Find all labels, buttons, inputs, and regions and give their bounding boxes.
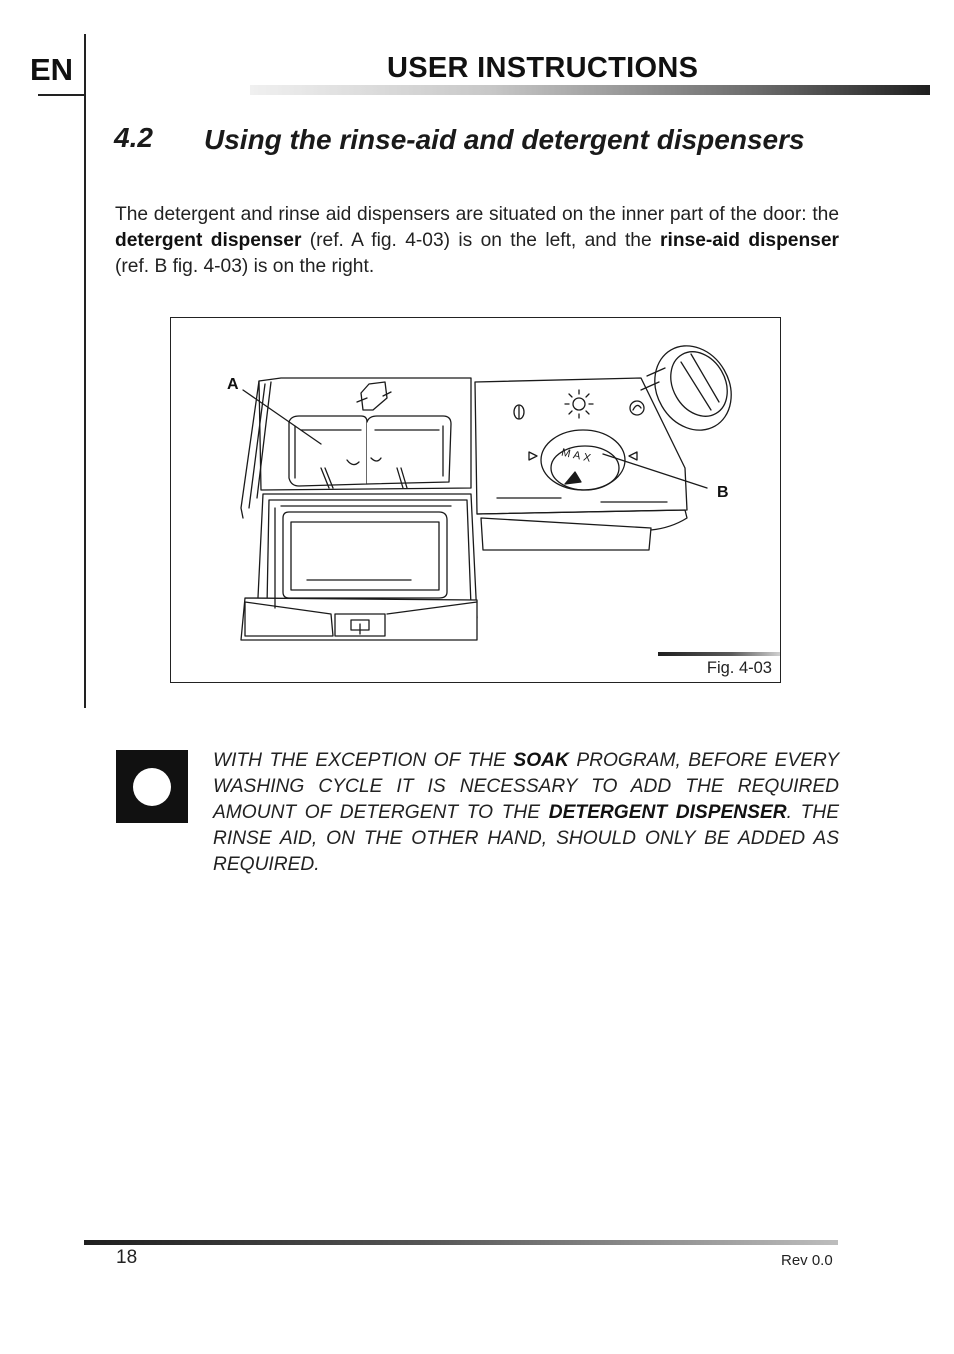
header-title: USER INSTRUCTIONS	[387, 52, 699, 84]
callout-label-a: A	[227, 376, 239, 393]
section-title: Using the rinse-aid and detergent dispensers	[204, 124, 805, 155]
intro-text: The detergent and rinse aid dispensers are situated on the inner part of the door: the	[115, 204, 839, 225]
margin-vertical-rule	[84, 34, 86, 708]
note-paragraph	[213, 748, 839, 878]
note-text: PROGRAM, BEFORE EVERY WASHING CYCLE IT IS NECESSARY TO ADD THE REQUIRED AMOUNT OF DETERGENT TO THE	[213, 750, 839, 823]
dial-max-label: MAX	[560, 446, 595, 466]
detergent-dispenser-drawing	[241, 378, 477, 640]
dispenser-illustration	[171, 318, 782, 684]
info-dot	[133, 768, 171, 806]
intro-bold-detergent-dispenser: detergent dispenser	[115, 230, 302, 251]
figure-4-03	[170, 317, 781, 683]
figure-caption-bar	[658, 652, 780, 656]
callout-label-b: B	[717, 484, 729, 501]
intro-text: (ref. A fig. 4-03) is on the left, and the	[301, 230, 661, 251]
revision-label: Rev 0.0	[781, 1252, 833, 1269]
note-text: WITH THE EXCEPTION OF THE	[213, 750, 514, 771]
intro-paragraph	[115, 202, 839, 280]
language-code: EN	[30, 52, 74, 87]
figure-caption: Fig. 4-03	[706, 659, 772, 677]
info-dot-icon	[116, 750, 188, 823]
language-underline	[38, 94, 84, 96]
rinse-aid-dispenser-drawing	[475, 332, 746, 550]
section-number: 4.2	[114, 122, 153, 153]
note-text: . THE RINSE AID, ON THE OTHER HAND, SHOULD ONLY BE ADDED AS REQUIRED.	[213, 802, 839, 875]
header-gradient-bar	[250, 85, 930, 95]
note-bold-detergent-dispenser: DETERGENT DISPENSER	[548, 802, 787, 823]
page-number: 18	[116, 1247, 138, 1268]
intro-text: (ref. B fig. 4-03) is on the right.	[115, 256, 375, 277]
note-bold-soak: SOAK	[513, 750, 569, 771]
footer-gradient-bar	[84, 1240, 838, 1245]
intro-bold-rinse-aid-dispenser: rinse-aid dispenser	[660, 230, 839, 251]
